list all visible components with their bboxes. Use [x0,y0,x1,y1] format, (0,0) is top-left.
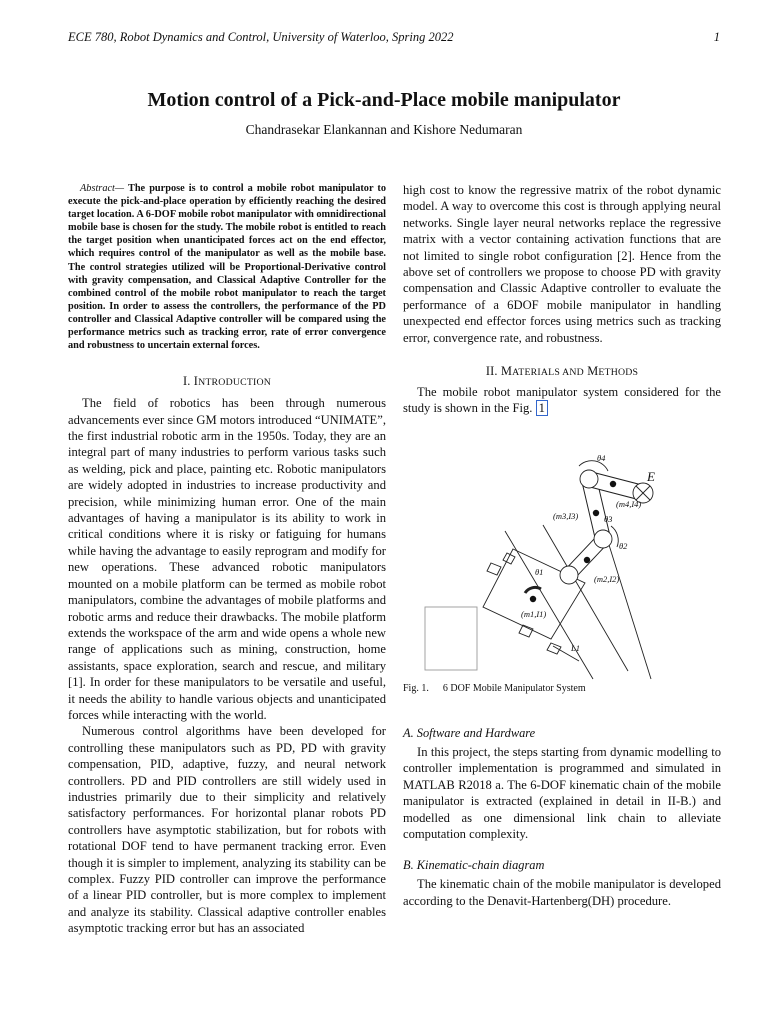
section-heading-methods [403,364,721,379]
abstract-label: Abstract— [80,183,125,194]
wheel [547,643,561,654]
kinematic-paragraph: The kinematic chain of the mobile manipulator is developed according to the Denavit-Hartenberg(DH) procedure. [403,877,721,908]
caption-label: Fig. 1. [403,682,429,694]
label-theta2: θ2 [619,540,628,551]
mass-point-2 [584,557,590,563]
right-column [403,182,721,909]
label-m2: (m2,I2) [594,573,620,584]
subsection-heading-kinematic: B. Kinematic-chain diagram [403,858,545,873]
section-smallcaps: ETHODS [598,367,639,379]
label-theta1: θ1 [535,566,544,577]
mobile-manipulator-diagram [403,421,721,683]
software-paragraph: In this project, the steps starting from dynamic modelling to controller implementation is programmed and simulated in MATLAB R2018 a. The 6-DOF kinematic chain of the mobile manipulator is extracted (explained in detail in II-B.) and modelled as one dimensional link chain to alleviate computation complexity. [403,744,721,841]
paper-authors: Chandrasekar Elankannan and Kishore Nedumaran [245,122,523,137]
guide-line [543,525,628,671]
running-title: ECE 780, Robot Dynamics and Control, University of Waterloo, Spring 2022 [68,30,454,44]
section-initial: I [193,374,199,389]
section-smallcaps: ATERIALS AND [512,367,584,379]
methods-text: The mobile robot manipulator system considered for the study is shown in the Fig. [403,385,721,416]
abstract-text: The purpose is to control a mobile robot manipulator to execute the pick-and-place operation by efficiently reaching the desired target location. A 6-DOF mobile robot manipulator with omnidirectional mobile base is chosen for the study. The mobile robot is entitled to reach the target position when unanticipated forces act on the end effector, which requires control of the manipulator as well as the mobile base. The control strategies utilized will be Proportional-Derivative control with gravity compensation, and Classical Adaptive Controller for the combined control of the mobile robot manipulator to reach the target position. In order to assess the controllers, the performance of the PD controller and Classical Adaptive controller will be compared using the performance metrics such as tracking error, rate of error convergence and robustness to uncertain external forces. [68,183,386,352]
section-initial: M [587,364,599,379]
section-numeral: II. [485,364,498,379]
caption-text: 6 DOF Mobile Manipulator System [442,682,586,694]
wheel [487,563,501,575]
label-theta4: θ4 [597,452,606,463]
label-m4: (m4,I4) [616,498,642,509]
mass-point-1 [530,596,536,602]
section-initial: M [500,364,513,379]
label-l1: L1 [571,642,580,653]
figure-1 [403,421,721,683]
joint-3 [580,470,598,488]
label-m3: (m3,I3) [553,510,579,521]
intro-paragraph-2-continued: high cost to know the regressive matrix of the robot dynamic model. A way to overcome this cost is through applying neural networks. Single layer neural networks replace the regressive matrix with a vector containing activation functions that are not limited to single robot configuration [2]. Hence from the above set of controllers we propose to choose PD with gravity compensation and Classic Adaptive controller to evaluate the performance of a 6DOF mobile manipulator in handling unexpected end effector forces using metrics such as tracking error, convergence rate, and robustness. [403,183,721,345]
mass-point-3 [593,510,599,516]
joint-1 [560,566,578,584]
running-header [68,30,720,45]
label-m1: (m1,I1) [521,608,547,619]
section-numeral: I. [182,374,191,389]
guide-line [505,531,593,679]
mass-point-4 [610,481,616,487]
abstract [68,182,386,352]
intro-paragraph-2: Numerous control algorithms have been developed for controlling these manipulators such as PD, PD with gravity compensation, PID, adaptive, fuzzy, and neural network controllers. PD and PID controllers are still widely used in industries primarily due to their simplicity and relatively satisfactory performances. For horizontal planar robots PD controllers have asymptotic stabilization, but for robots with rotational DOF tend to have permanent tracking error. Even though it is simpler to implement, analyzing its stability can be complex. Fuzzy PID controller can improve the performance of a linear PID controller, but is more complex to implement and analyze its stability. Classical adaptive controller enables asymptotic tracking error but has an associated [68,724,386,936]
mobile-base [483,549,585,639]
paper-title: Motion control of a Pick-and-Place mobile manipulator [147,89,621,111]
figure-1-link[interactable]: 1 [536,400,548,416]
subsection-heading-software: A. Software and Hardware [403,725,536,740]
target-object-box [425,607,477,670]
methods-paragraph-1 [403,384,721,417]
section-smallcaps: NTRODUCTION [198,377,272,389]
figure-1-caption [403,683,721,694]
joint-2 [594,530,612,548]
left-column [68,182,386,937]
section-heading-introduction [68,374,386,389]
theta1-arc [525,587,541,593]
intro-paragraph-1: The field of robotics has been through numerous advancements ever since GM motors introduced “UNIMATE”, the first industrial robotic arm in the 1950s. Today, they are an integral part of many industries to perform various tasks such as welding, pick and place, painting etc. Robotic manipulators are widely adopted in industries to increase productivity and precision, while minimizing human error. One of the main advantages of having a manipulator is its ability to work in critical conditions where it is risky or fatiguing for humans while having the advantage to easily reprogram and modify for new operations. These advanced robotic manipulators mounted on a mobile platform can be termed as mobile robot manipulators, combine the advantages of mobile platforms and robotic arms and reduce their drawbacks. The mobile platform extends the workspace of the arm and wide opens a whole new range of applications such as mining, construction, home assistants, space exploration, search and rescue, and military [1]. In order for these manipulators to be versatile and useful, it needs the ability to handle various objects and unanticipated forces while interacting with the world. [68,396,386,722]
page-number: 1 [713,30,720,44]
label-end-effector: E [647,468,655,484]
label-theta3: θ3 [604,513,613,524]
wheel [503,553,515,564]
